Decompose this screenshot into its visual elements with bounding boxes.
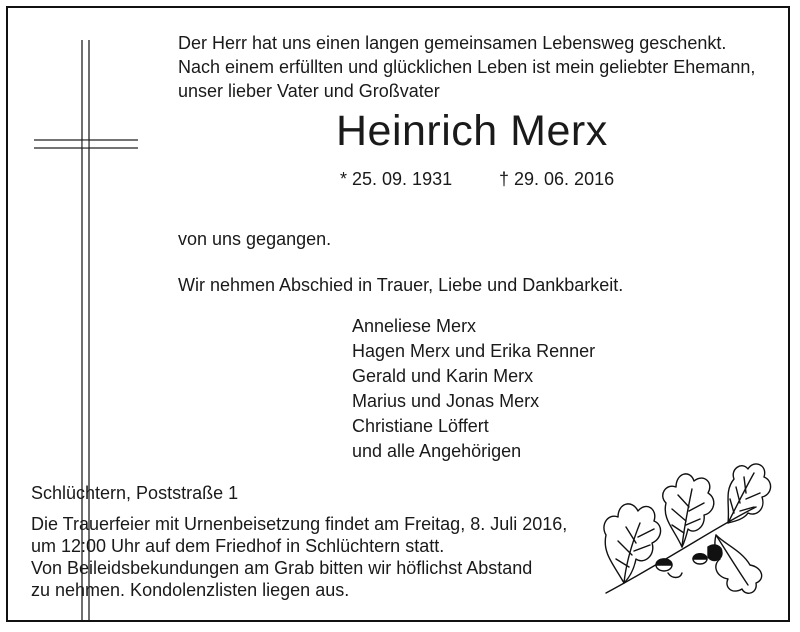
ceremony-line: um 12:00 Uhr auf dem Friedhof in Schlüchtern statt. <box>31 536 445 556</box>
birth-date: * 25. 09. 1931 <box>340 169 453 189</box>
mourner-name: Marius und Jonas Merx <box>352 391 540 411</box>
intro-line: Nach einem erfüllten und glücklichen Leben ist mein geliebter Ehemann, <box>178 57 756 77</box>
intro-line: Der Herr hat uns einen langen gemeinsamen Lebensweg geschenkt. <box>178 33 727 53</box>
mourner-name: Hagen Merx und Erika Renner <box>352 341 596 361</box>
mourner-name: Anneliese Merx <box>352 316 477 336</box>
mourner-name: und alle Angehörigen <box>352 441 522 461</box>
mourners-list <box>352 314 595 464</box>
ceremony-line: Von Beileidsbekundungen am Grab bitten wir höflichst Abstand <box>31 558 533 578</box>
death-date: † 29. 06. 2016 <box>499 169 615 189</box>
mourner-name: Christiane Löffert <box>352 416 489 436</box>
passed-away-text: von uns gegangen. <box>178 229 332 249</box>
address: Schlüchtern, Poststraße 1 <box>31 483 239 503</box>
deceased-name: Heinrich Merx <box>336 107 608 155</box>
intro-text <box>178 31 755 103</box>
mourner-name: Gerald und Karin Merx <box>352 366 534 386</box>
ceremony-info <box>31 513 567 601</box>
ceremony-line: zu nehmen. Kondolenzlisten liegen aus. <box>31 580 350 600</box>
farewell-text: Wir nehmen Abschied in Trauer, Liebe und Dankbarkeit. <box>178 275 624 295</box>
oak-branch-icon <box>596 455 776 605</box>
ceremony-line: Die Trauerfeier mit Urnenbeisetzung findet am Freitag, 8. Juli 2016, <box>31 514 568 534</box>
intro-line: unser lieber Vater und Großvater <box>178 81 440 101</box>
